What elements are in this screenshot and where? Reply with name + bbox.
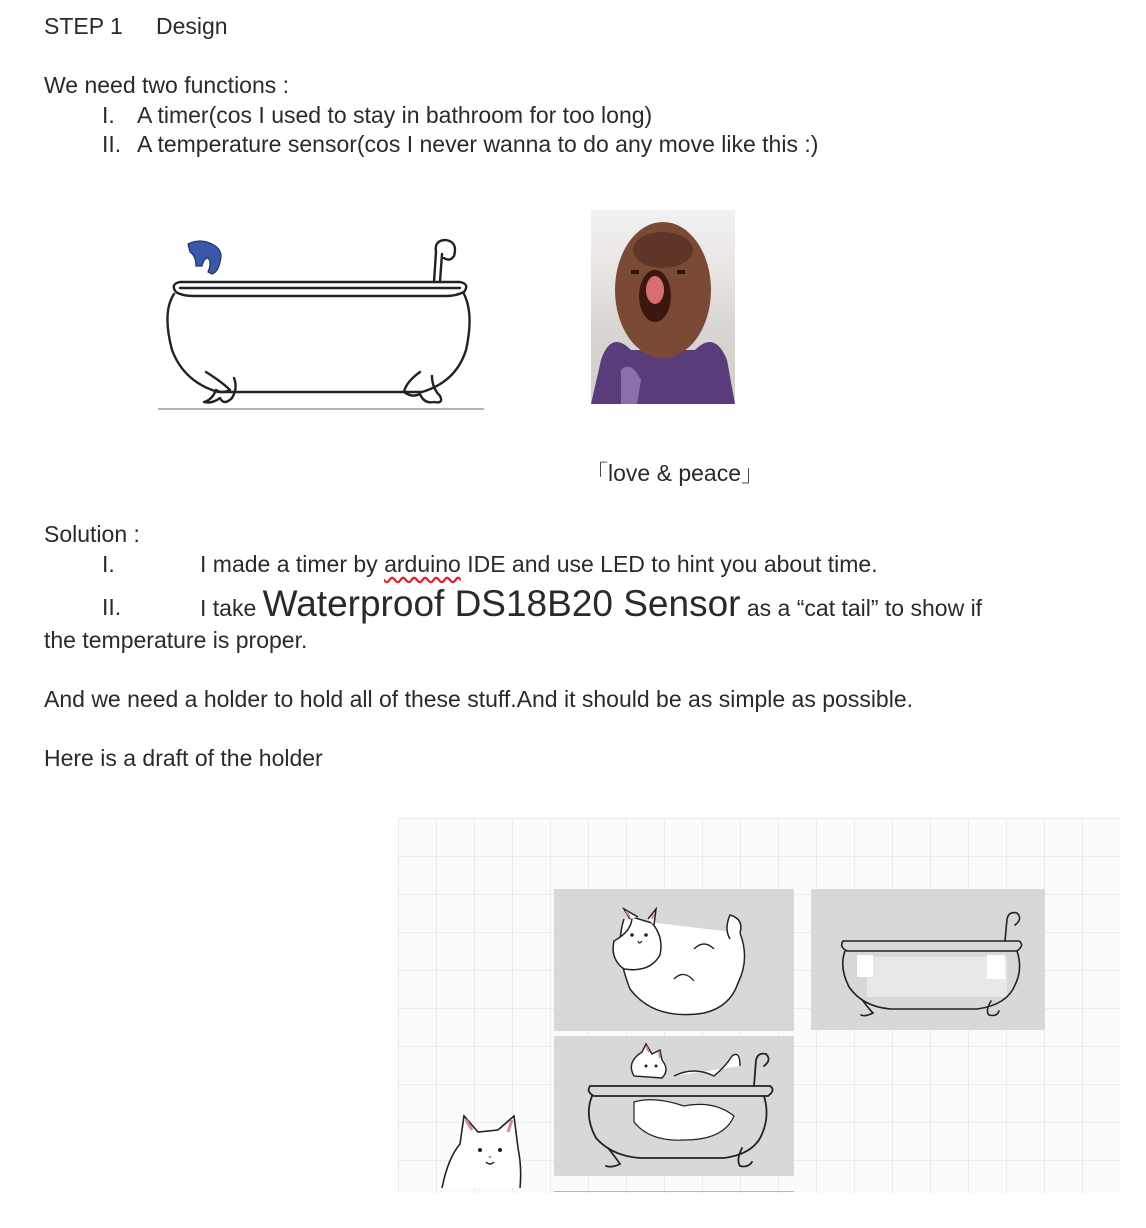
solution-text-1	[200, 550, 878, 578]
panel-cat-in-bathtub	[554, 1036, 794, 1176]
panel-bathtub	[811, 889, 1045, 1030]
faucet-icon	[188, 241, 221, 274]
cat-illustration	[438, 1108, 524, 1188]
panel-cat	[554, 889, 794, 1031]
solution-text-2	[200, 584, 982, 628]
solution-text-1-a: I made a timer by	[200, 551, 385, 577]
functions-intro: We need two functions :	[44, 72, 290, 98]
step-title: Design	[156, 13, 228, 39]
reaction-photo	[591, 210, 735, 404]
solution-continuation: the temperature is proper.	[44, 627, 308, 653]
solution-text-2-a: I take	[200, 595, 263, 621]
photo-caption: 「love & peace」	[585, 460, 764, 486]
bathtub-illustration	[150, 232, 490, 414]
function-text-2: A temperature sensor(cos I never wanna to do any move like this :)	[137, 131, 819, 157]
function-num-2: II.	[102, 131, 122, 157]
sensor-name: Waterproof DS18B20 Sensor	[262, 583, 741, 624]
step-label: STEP 1	[44, 13, 123, 39]
function-num-1: I.	[102, 102, 115, 128]
draft-paragraph: Here is a draft of the holder	[44, 745, 323, 771]
solution-text-1-b: IDE and use LED to hint you about time.	[460, 551, 878, 577]
draft-baseline	[554, 1191, 794, 1192]
solution-label: Solution :	[44, 521, 140, 547]
solution-text-2-b: as a “cat tail” to show if	[740, 595, 983, 621]
spellcheck-word: arduino	[384, 551, 461, 577]
holder-paragraph: And we need a holder to hold all of these stuff.And it should be as simple as possible.	[44, 686, 914, 712]
solution-num-1: I.	[102, 551, 115, 577]
function-text-1: A timer(cos I used to stay in bathroom for too long)	[137, 102, 653, 128]
solution-num-2: II.	[102, 594, 122, 620]
